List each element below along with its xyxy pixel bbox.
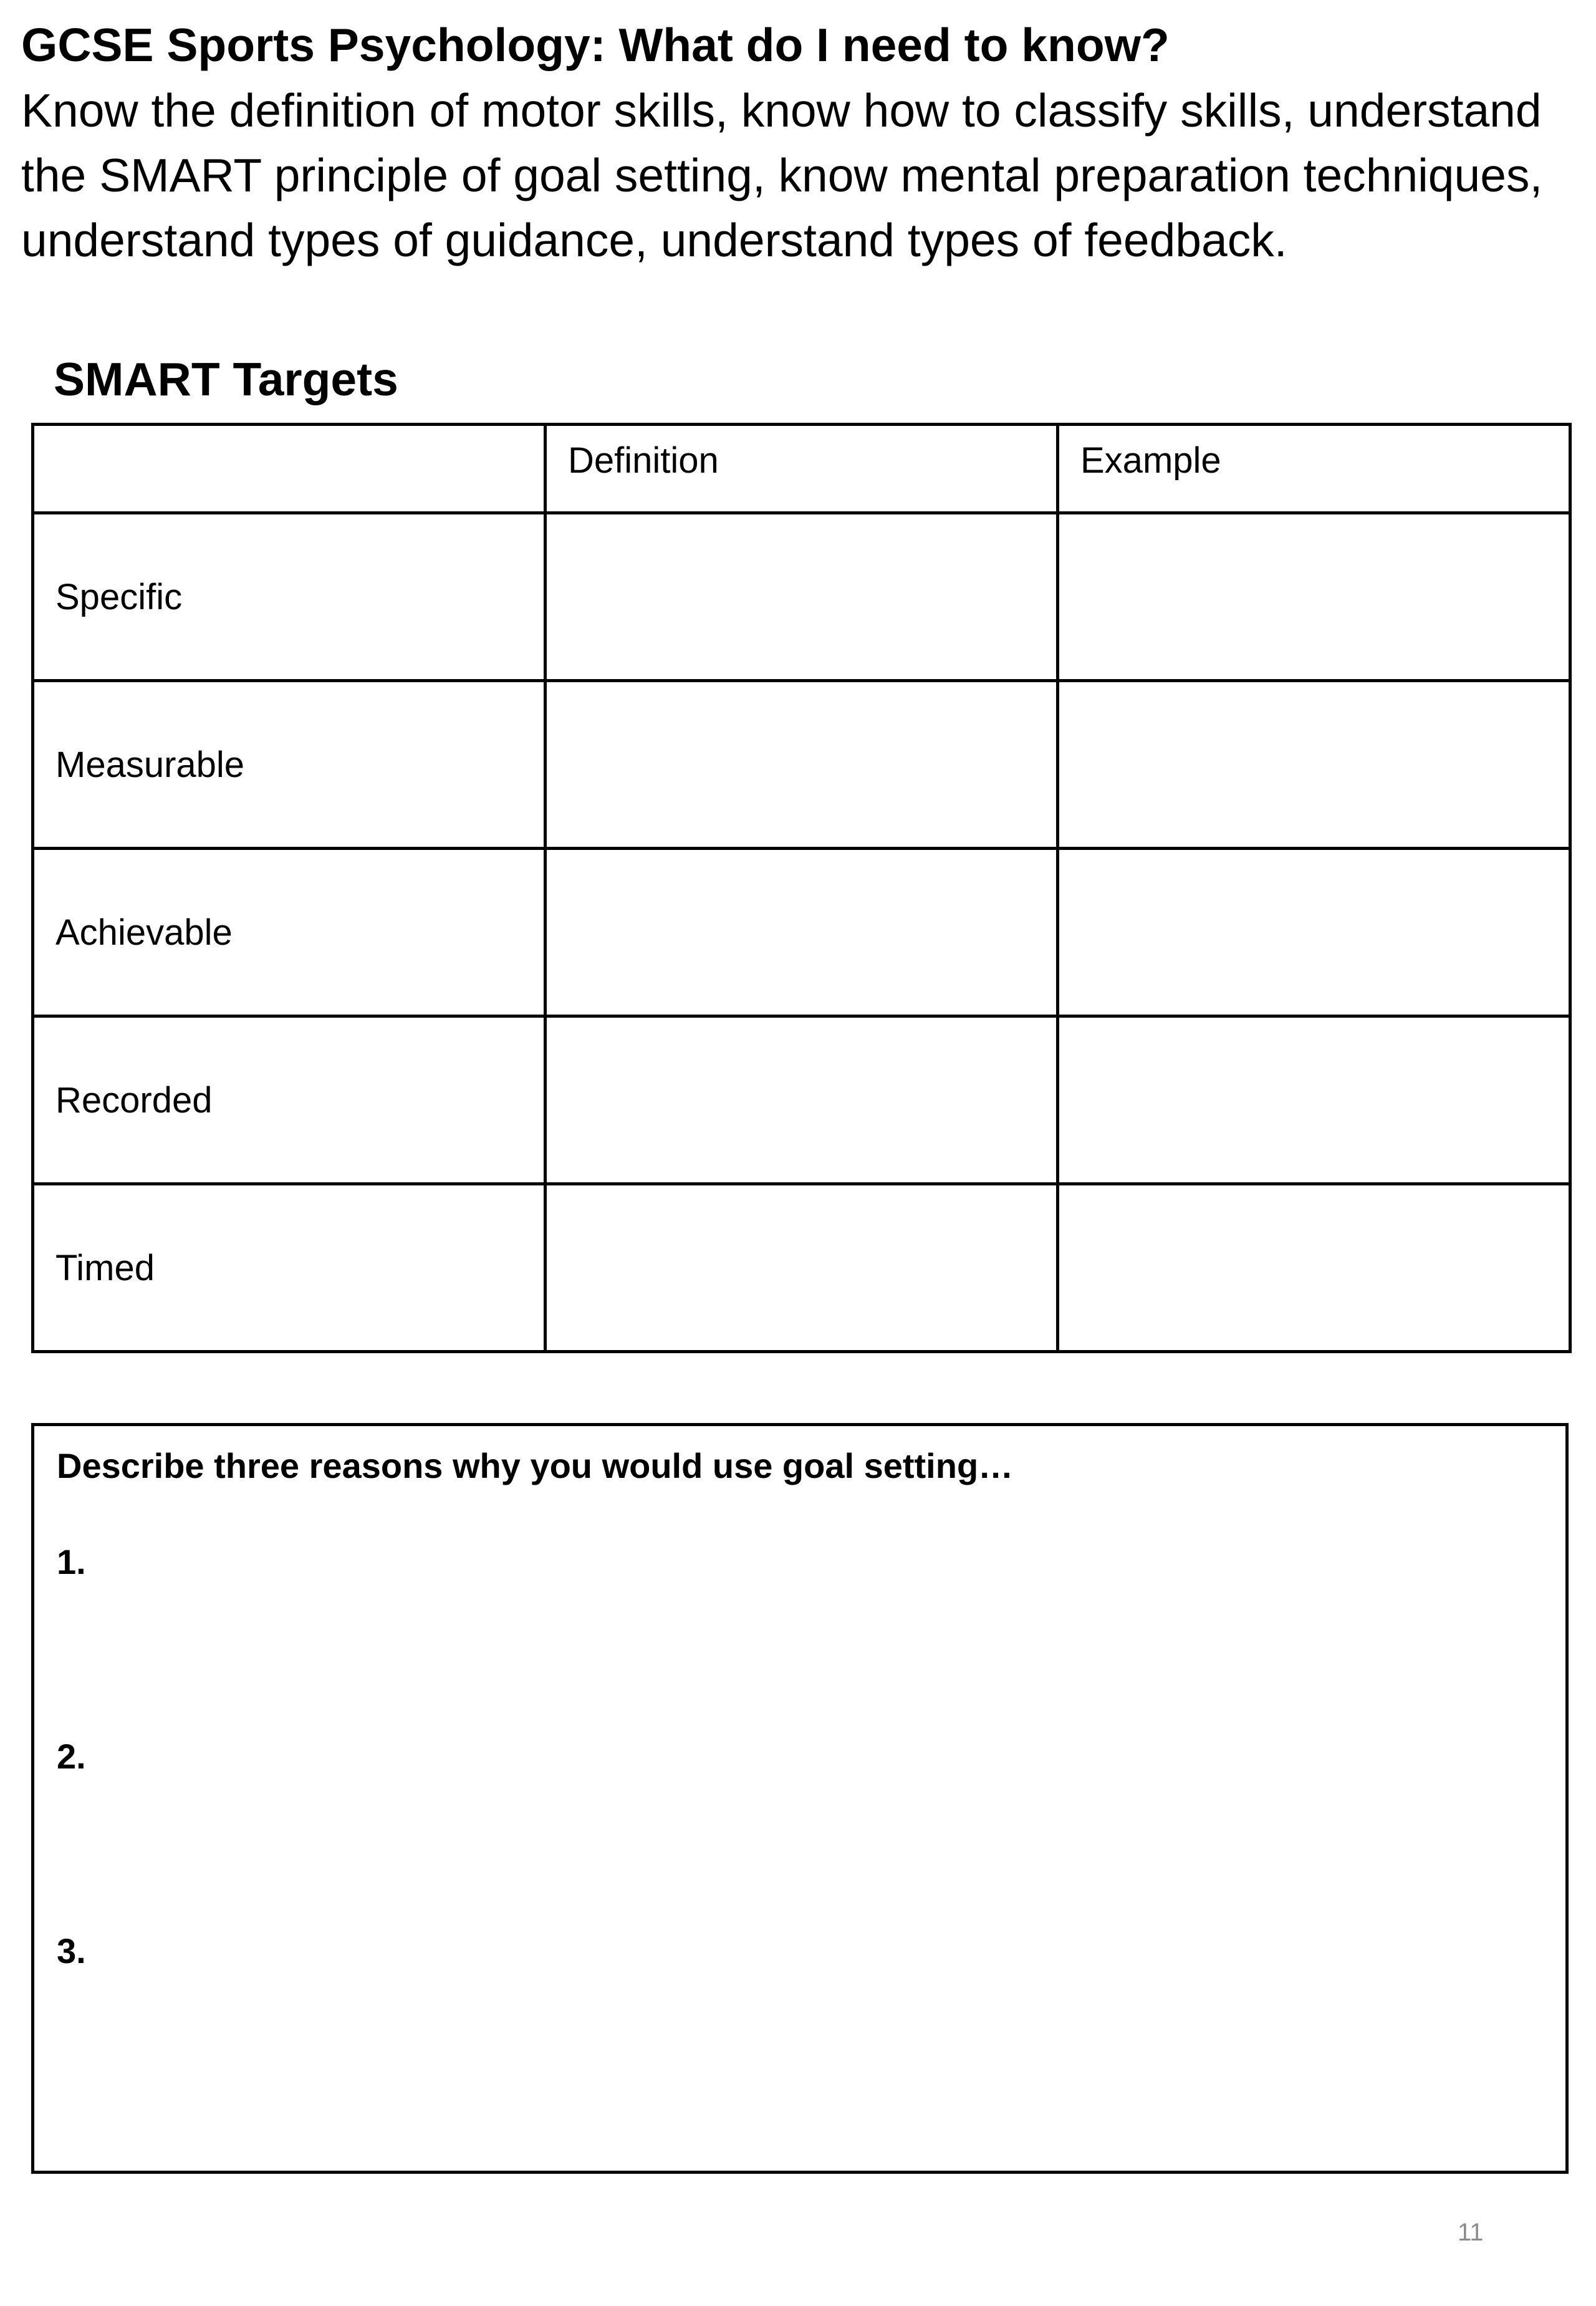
row-label-timed: Timed (33, 1184, 546, 1352)
definition-cell-measurable[interactable] (546, 681, 1058, 849)
table-row-measurable (33, 681, 1570, 849)
table-row-recorded (33, 1016, 1570, 1184)
definition-cell-achievable[interactable] (546, 849, 1058, 1016)
goal-setting-prompt: Describe three reasons why you would use goal setting… (57, 1446, 1014, 1485)
header-cell-empty (33, 425, 546, 513)
header-cell-example: Example (1058, 425, 1570, 513)
example-cell-recorded[interactable] (1058, 1016, 1570, 1184)
example-cell-achievable[interactable] (1058, 849, 1570, 1016)
reason-number-2: 2. (57, 1737, 86, 1776)
example-cell-measurable[interactable] (1058, 681, 1570, 849)
table-row-timed (33, 1184, 1570, 1352)
definition-cell-timed[interactable] (546, 1184, 1058, 1352)
row-label-achievable: Achievable (33, 849, 546, 1016)
page-title: GCSE Sports Psychology: What do I need to know? (21, 19, 1170, 71)
example-cell-timed[interactable] (1058, 1184, 1570, 1352)
goal-setting-answer-box[interactable] (31, 1423, 1569, 2174)
table-row-specific (33, 513, 1570, 681)
table-row-achievable (33, 849, 1570, 1016)
row-label-measurable: Measurable (33, 681, 546, 849)
page-number: 11 (1458, 2219, 1484, 2246)
row-label-recorded: Recorded (33, 1016, 546, 1184)
row-label-specific: Specific (33, 513, 546, 681)
header-cell-definition: Definition (546, 425, 1058, 513)
definition-cell-specific[interactable] (546, 513, 1058, 681)
example-cell-specific[interactable] (1058, 513, 1570, 681)
smart-targets-table (31, 423, 1572, 1353)
intro-text: Know the definition of motor skills, know how to classify skills, understand the SMART principle of goal setting, know mental preparation techniques, understand types of guidance, understand types of feedback. (21, 84, 1543, 266)
definition-cell-recorded[interactable] (546, 1016, 1058, 1184)
reason-number-3: 3. (57, 1931, 86, 1971)
smart-targets-heading: SMART Targets (54, 353, 398, 405)
table-header-row (33, 425, 1570, 513)
reason-number-1: 1. (57, 1542, 86, 1581)
